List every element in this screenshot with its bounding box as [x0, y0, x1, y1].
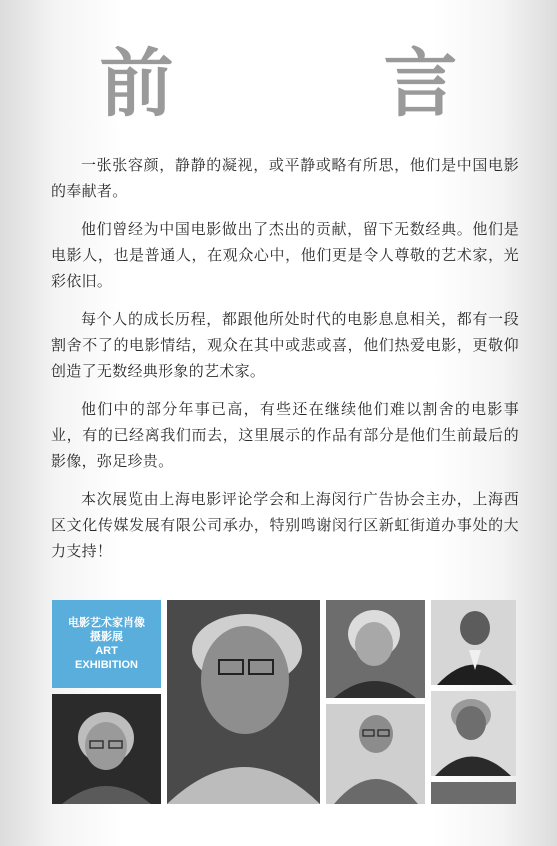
portrait-photo-man-gray-hair	[431, 691, 516, 776]
label-line-1: 电影艺术家肖像	[68, 617, 145, 629]
label-line-3: ART	[95, 645, 118, 657]
portrait-photo-man-suit	[431, 600, 516, 685]
label-line-4: EXHIBITION	[75, 659, 138, 671]
gallery-blank-panel	[431, 782, 516, 804]
portrait-photo-elderly-woman	[52, 694, 161, 804]
label-line-2: 摄影展	[90, 631, 123, 643]
paragraph-3: 每个人的成长历程，都跟他所处时代的电影息息相关，都有一段割舍不了的电影情结，观众在其中或悲或喜，他们热爱电影，更敬仰创造了无数经典形象的艺术家。	[51, 310, 519, 380]
portrait-photo-large-man	[167, 600, 320, 804]
page-title: 前 言	[99, 41, 526, 127]
paragraph-2: 他们曾经为中国电影做出了杰出的贡献，留下无数经典。他们是电影人，也是普通人，在观众心中，他们更是令人尊敬的艺术家，光彩依旧。	[51, 220, 519, 290]
portrait-photo-man-glasses-plaid	[326, 704, 425, 804]
exhibition-label	[52, 600, 161, 688]
portrait-photo-woman-smiling	[326, 600, 425, 698]
paragraph-1: 一张张容颜，静静的凝视，或平静或略有所思，他们是中国电影的奉献者。	[51, 156, 519, 200]
paragraph-4: 他们中的部分年事已高，有些还在继续他们难以割舍的电影事业，有的已经离我们而去，这里展示的作品有部分是他们生前最后的影像，弥足珍贵。	[51, 400, 519, 470]
portrait-gallery	[52, 600, 516, 804]
paragraph-5: 本次展览由上海电影评论学会和上海闵行广告协会主办，上海西区文化传媒发展有限公司承办，特别鸣谢闵行区新虹街道办事处的大力支持！	[51, 490, 519, 560]
preface-body	[51, 152, 519, 576]
